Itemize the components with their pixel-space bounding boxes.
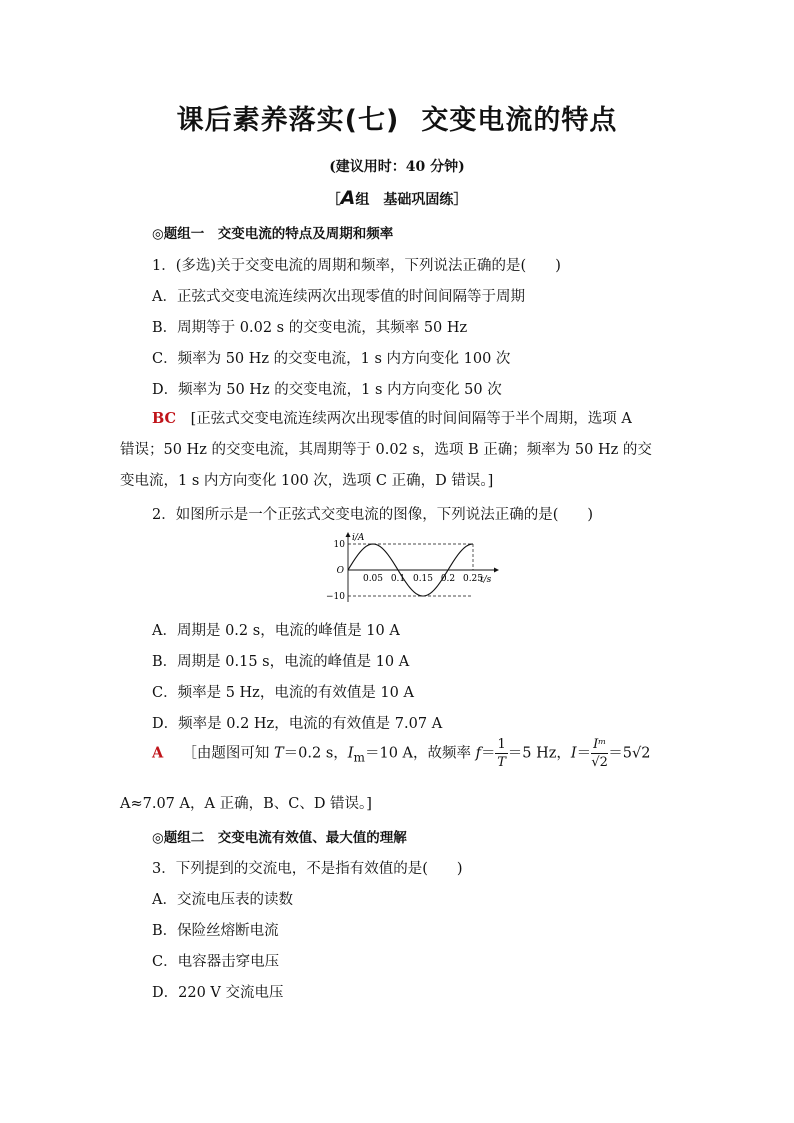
x-tick-label: 0.2 (440, 574, 456, 584)
x-axis-label: t/s (480, 575, 492, 585)
fraction-numerator: 1 (497, 737, 506, 752)
fraction-numerator: Iᵐ (593, 737, 607, 752)
x-tick-label: 0.05 (362, 574, 384, 584)
bracket-close: ］ (453, 192, 468, 208)
var-T: T (273, 745, 284, 762)
answer-text: ＝0.2 s， (283, 745, 348, 762)
answer-text: ＝10 A，故频率 (364, 745, 476, 762)
group-label: 组 基础巩固练 (355, 192, 454, 208)
answer-label: BC (152, 410, 177, 427)
page-title (0, 98, 794, 137)
question-1-option-d: D．频率为 50 Hz 的交变电流，1 s 内方向变化 50 次 (152, 382, 502, 398)
fraction-denominator: T (497, 755, 506, 770)
title-right: 交变电流的特点 (421, 105, 618, 136)
origin-label: O (336, 566, 344, 576)
var-I: I (570, 745, 577, 762)
subscript-m: m (353, 750, 365, 765)
question-1-option-b: B．周期等于 0.02 s 的交变电流，其频率 50 Hz (152, 320, 468, 336)
y-tick-label: −10 (326, 592, 345, 602)
answer-label: A (152, 744, 164, 762)
question-2-option-b: B．周期是 0.15 s，电流的峰值是 10 A (152, 654, 410, 670)
suggested-time: (建议用时：40 分钟) (329, 159, 465, 175)
answer-text: ＝ (480, 745, 496, 762)
answer-text: ＝5 Hz， (507, 745, 571, 762)
x-tick-label: 0.15 (412, 574, 434, 584)
answer-text-line: [正弦式交变电流连续两次出现零值的时间间隔等于半个周期，选项 A (190, 411, 632, 427)
group-heading (0, 187, 794, 209)
question-3-option-b: B．保险丝熔断电流 (152, 923, 279, 939)
question-3-option-a: A．交流电压表的读数 (152, 892, 293, 908)
answer-text: ［由题图可知 (182, 745, 274, 762)
var-f: f (475, 745, 481, 762)
question-1-answer (120, 403, 680, 497)
question-1-stem: 1．(多选)关于交变电流的周期和频率，下列说法正确的是( ) (152, 258, 561, 274)
question-2-option-c: C．频率是 5 Hz，电流的有效值是 10 A (152, 685, 414, 701)
y-axis-arrow (346, 532, 351, 537)
sine-current-chart (322, 530, 502, 606)
x-axis-arrow (494, 568, 499, 573)
fraction-denominator: √2 (591, 755, 608, 770)
group-letter: A (340, 187, 356, 209)
section-heading-1: ◎题组一 交变电流的特点及周期和频率 (152, 226, 394, 242)
question-2-answer (152, 738, 650, 769)
question-2-stem: 2．如图所示是一个正弦式交变电流的图像，下列说法正确的是( ) (152, 507, 594, 523)
y-tick-label: 10 (333, 540, 345, 550)
section-heading-2: ◎题组二 交变电流有效值、最大值的理解 (152, 830, 407, 846)
question-1-option-c: C．频率为 50 Hz 的交变电流，1 s 内方向变化 100 次 (152, 351, 511, 367)
question-2-option-a: A．周期是 0.2 s，电流的峰值是 10 A (152, 623, 400, 639)
question-2-answer-line-2: A≈7.07 A，A 正确，B、C、D 错误。] (120, 796, 372, 812)
bracket-open: ［ (326, 192, 341, 208)
answer-text-line: 错误；50 Hz 的交变电流，其周期等于 0.02 s，选项 B 正确；频率为 50 Hz 的交 (120, 442, 652, 458)
x-tick-label: 0.25 (462, 574, 484, 584)
y-axis-label: i/A (352, 533, 365, 543)
question-3-stem: 3．下列提到的交流电，不是指有效值的是( ) (152, 861, 463, 877)
question-1-option-a: A．正弦式交变电流连续两次出现零值的时间间隔等于周期 (152, 289, 525, 305)
answer-text-line: 变电流，1 s 内方向变化 100 次，选项 C 正确，D 错误。] (120, 473, 494, 489)
answer-text: ＝5√2 (608, 745, 651, 762)
fraction-1-over-T (495, 738, 507, 769)
question-3-option-c: C．电容器击穿电压 (152, 954, 280, 970)
answer-text: ＝ (576, 745, 592, 762)
x-tick-label: 0.1 (390, 574, 406, 584)
fraction-Im-over-root2 (591, 738, 608, 769)
title-left: 课后素养落实(七) (176, 105, 400, 136)
question-2-option-d: D．频率是 0.2 Hz，电流的有效值是 7.07 A (152, 716, 443, 732)
var-I: I (347, 745, 354, 762)
question-3-option-d: D．220 V 交流电压 (152, 985, 284, 1001)
